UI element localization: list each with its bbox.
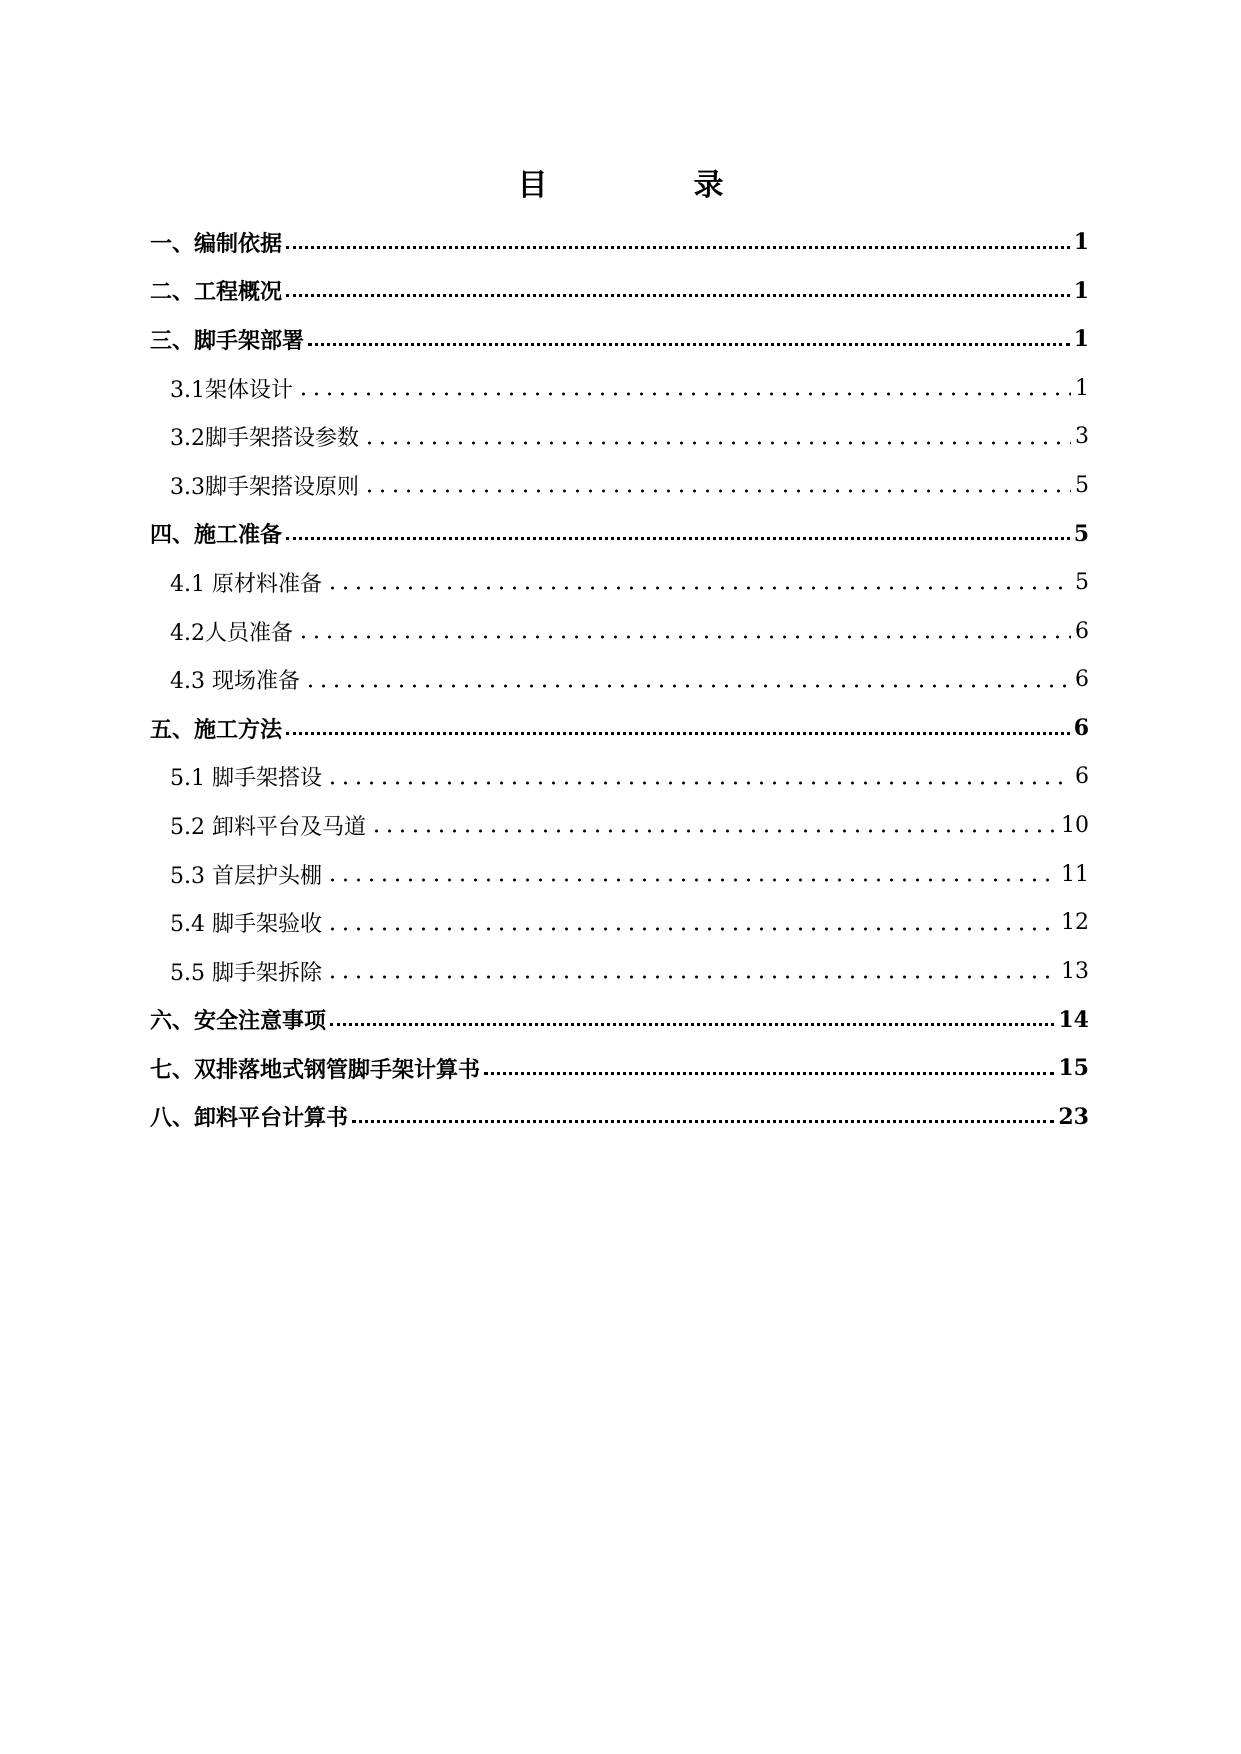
toc-entry-label: 六、安全注意事项 xyxy=(150,1008,327,1035)
dot-leader xyxy=(286,294,1070,297)
toc-subentry-page: 5 xyxy=(1075,472,1089,498)
toc-entry[interactable] xyxy=(150,315,1089,364)
dot-leader xyxy=(326,781,1071,785)
toc-subentry[interactable] xyxy=(150,801,1089,850)
toc-subentry-page: 6 xyxy=(1075,764,1089,790)
toc-subentry-page: 1 xyxy=(1075,375,1089,401)
toc-subentry-label: 4.3 现场准备 xyxy=(170,669,300,695)
toc-entry-label: 七、双排落地式钢管脚手架计算书 xyxy=(150,1056,481,1083)
toc-subentry-label: 5.3 首层护头棚 xyxy=(170,863,322,889)
table-of-contents xyxy=(150,218,1089,1141)
dot-leader xyxy=(304,684,1071,688)
toc-entry-label: 四、施工准备 xyxy=(150,522,283,549)
toc-subentry-page: 6 xyxy=(1075,667,1089,693)
dot-leader xyxy=(363,441,1071,445)
dot-leader xyxy=(352,1120,1054,1123)
toc-subentry[interactable] xyxy=(150,461,1089,510)
dot-leader xyxy=(326,927,1057,931)
toc-entry[interactable] xyxy=(150,996,1089,1045)
toc-entry[interactable] xyxy=(150,510,1089,559)
dot-leader xyxy=(286,537,1070,540)
toc-entry-page: 5 xyxy=(1073,520,1089,547)
toc-subentry-label: 5.4 脚手架验收 xyxy=(170,912,322,938)
toc-entry-label: 一、编制依据 xyxy=(150,230,283,257)
toc-entry[interactable] xyxy=(150,1093,1089,1142)
dot-leader xyxy=(484,1072,1054,1075)
dot-leader xyxy=(297,392,1071,396)
toc-entry[interactable] xyxy=(150,1044,1089,1093)
dot-leader xyxy=(326,878,1057,882)
toc-subentry-label: 5.2 卸料平台及马道 xyxy=(170,814,366,840)
toc-entry-label: 八、卸料平台计算书 xyxy=(150,1105,349,1132)
toc-subentry[interactable] xyxy=(150,364,1089,413)
toc-subentry-page: 6 xyxy=(1075,618,1089,644)
toc-subentry-label: 3.2脚手架搭设参数 xyxy=(170,426,359,452)
toc-subentry-label: 3.1架体设计 xyxy=(170,377,293,403)
toc-entry-page: 1 xyxy=(1073,229,1089,256)
toc-entry-label: 二、工程概况 xyxy=(150,279,283,306)
toc-subentry-page: 10 xyxy=(1061,812,1089,838)
toc-entry[interactable] xyxy=(150,218,1089,267)
toc-subentry[interactable] xyxy=(150,947,1089,996)
toc-subentry-page: 11 xyxy=(1061,861,1089,887)
dot-leader xyxy=(330,1023,1054,1026)
toc-subentry[interactable] xyxy=(150,898,1089,947)
toc-entry[interactable] xyxy=(150,704,1089,753)
dot-leader xyxy=(286,246,1070,249)
toc-subentry-page: 3 xyxy=(1075,424,1089,450)
dot-leader xyxy=(326,586,1071,590)
toc-entry-label: 五、施工方法 xyxy=(150,716,283,743)
toc-subentry-page: 5 xyxy=(1075,569,1089,595)
toc-subentry-page: 12 xyxy=(1061,910,1089,936)
toc-subentry-label: 4.1 原材料准备 xyxy=(170,571,322,597)
toc-subentry[interactable] xyxy=(150,558,1089,607)
toc-entry[interactable] xyxy=(150,267,1089,316)
dot-leader xyxy=(308,343,1070,346)
toc-title: 目 录 xyxy=(517,168,782,203)
toc-subentry[interactable] xyxy=(150,412,1089,461)
toc-entry-page: 15 xyxy=(1058,1055,1089,1082)
dot-leader xyxy=(370,829,1057,833)
dot-leader xyxy=(297,635,1071,639)
toc-subentry[interactable] xyxy=(150,607,1089,656)
toc-subentry-label: 4.2人员准备 xyxy=(170,620,293,646)
toc-subentry-page: 13 xyxy=(1061,958,1089,984)
toc-subentry[interactable] xyxy=(150,655,1089,704)
toc-entry-page: 1 xyxy=(1073,277,1089,304)
toc-subentry-label: 5.5 脚手架拆除 xyxy=(170,960,322,986)
toc-entry-label: 三、脚手架部署 xyxy=(150,327,305,354)
toc-entry-page: 23 xyxy=(1058,1103,1089,1130)
toc-entry-page: 14 xyxy=(1058,1006,1089,1033)
toc-subentry-label: 5.1 脚手架搭设 xyxy=(170,766,322,792)
toc-subentry-label: 3.3脚手架搭设原则 xyxy=(170,474,359,500)
dot-leader xyxy=(363,489,1071,493)
toc-entry-page: 1 xyxy=(1073,326,1089,353)
toc-subentry[interactable] xyxy=(150,753,1089,802)
dot-leader xyxy=(286,732,1070,735)
toc-entry-page: 6 xyxy=(1073,715,1089,742)
dot-leader xyxy=(326,975,1057,979)
toc-subentry[interactable] xyxy=(150,850,1089,899)
